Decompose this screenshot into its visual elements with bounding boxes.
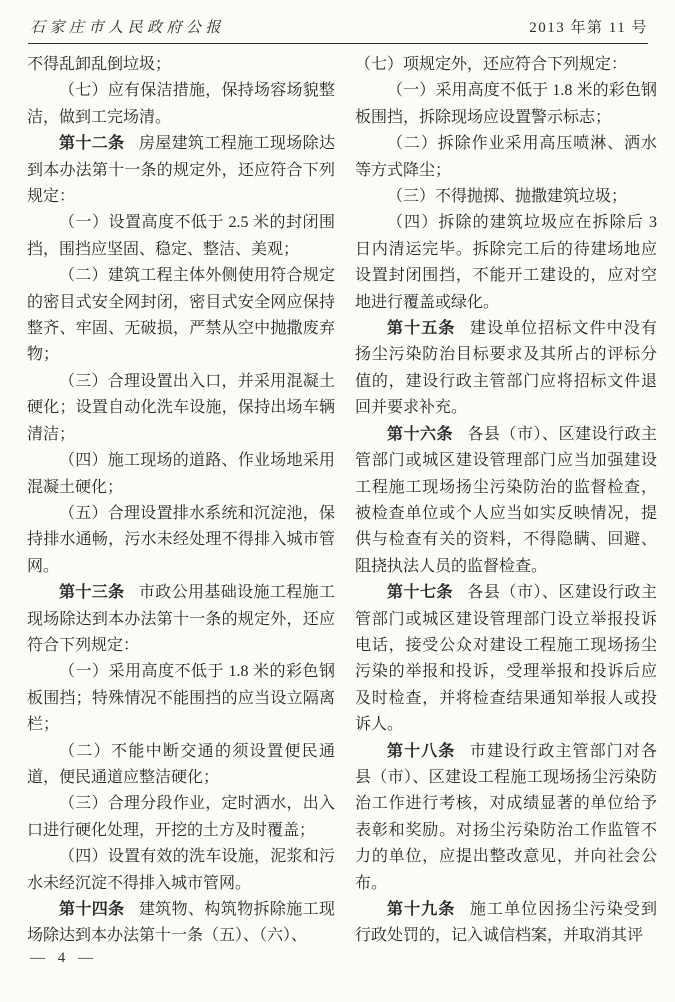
article-paragraph [355,739,657,897]
body-paragraph [27,791,335,844]
body-paragraph [27,369,335,448]
paragraph-text: （四）施工现场的道路、作业场地采用混凝土硬化； [27,452,335,496]
paragraph-text: （二）建筑工程主体外侧使用符合规定的密目式安全网封闭，密目式安全网应保持整齐、牢固、无破损，严禁从空中抛撒废弃物； [27,267,335,364]
paragraph-text: 施工单位因扬尘污染受到行政处罚的，记入诚信档案，并取消其评 [355,901,657,945]
paragraph-text: 各县（市）、区建设行政主管部门或城区建设管理部门设立举报投诉电话，接受公众对建设工程施工现场扬尘污染的举报和投诉，受理举报和投诉后应及时检查，并将检查结果通知举报人或投诉人。 [355,584,657,734]
article-paragraph [27,580,335,659]
article-number: 第十七条 [387,584,454,602]
paragraph-text: （三）合理分段作业，定时洒水，出入口进行硬化处理，开挖的土方及时覆盖； [27,795,335,839]
paragraph-text: 建筑物、构筑物拆除施工现场除达到本办法第十一条（五）、（六）、 [27,901,335,945]
page-header [0,0,675,37]
paragraph-text: （四）设置有效的洗车设施，泥浆和污水未经沉淀不得排入城市管网。 [27,848,335,892]
paragraph-text: （七）项规定外，还应符合下列规定： [355,56,628,73]
body-paragraph [355,210,657,316]
issue-number: 2013 年第 11 号 [529,20,648,36]
paragraph-text: （四）拆除的建筑垃圾应在拆除后 3 日内清运完毕。拆除完工后的待建场地应设置封闭围挡，不能开工建设的，应对空地进行覆盖或绿化。 [355,214,657,311]
paragraph-text: 市政公用基础设施工程施工现场除达到本办法第十一条的规定外，还应符合下列规定： [27,584,335,654]
paragraph-text: 各县（市）、区建设行政主管部门或城区建设管理部门应当加强建设工程施工现场扬尘污染防治的监督检查，被检查单位或个人应当如实反映情况，提供与检查有关的资料，不得隐瞒、回避、阻挠执法人员的监督检查。 [355,425,657,575]
body-paragraph [27,844,335,897]
page-number: — 4 — [30,950,94,966]
body-paragraph [355,52,657,78]
article-number: 第十三条 [59,584,125,602]
right-text-column [355,52,657,950]
paragraph-text: 不得乱卸乱倒垃圾； [27,56,172,73]
body-paragraph [355,131,657,184]
article-paragraph [355,580,657,738]
publication-title: 石家庄市人民政府公报 [30,20,226,36]
body-paragraph [27,659,335,738]
article-paragraph [27,897,335,950]
document-body [0,44,675,950]
paragraph-text: （三）合理设置出入口，并采用混凝土硬化；设置自动化洗车设施，保持出场车辆清洁； [27,372,335,443]
body-paragraph [27,210,335,263]
paragraph-text: （二）拆除作业采用高压喷淋、洒水等方式降尘； [355,135,657,179]
article-paragraph [355,422,657,580]
paragraph-text: （一）采用高度不低于 1.8 米的彩色钢板围挡；特殊情况不能围挡的应当设立隔离栏； [27,663,335,734]
page-footer [30,950,94,967]
article-number: 第十九条 [387,901,456,918]
paragraph-text: 市建设行政主管部门对各县（市）、区建设工程施工现场扬尘污染防治工作进行考核，对成绩显著的单位给予表彰和奖励。对扬尘污染防治工作监管不力的单位，应提出整改意见，并向社会公布。 [355,742,657,892]
paragraph-text: 建设单位招标文件中没有扬尘污染防治目标要求及其所占的评标分值的，建设行政主管部门应将招标文件退回并要求补充。 [355,320,657,417]
body-paragraph [27,739,335,792]
body-paragraph [355,78,657,131]
article-number: 第十六条 [387,425,454,443]
body-paragraph [27,52,335,78]
paragraph-text: 房屋建筑工程施工现场除达到本办法第十一条的规定外，还应符合下列规定： [27,135,335,206]
article-number: 第十二条 [59,135,125,153]
body-paragraph [27,501,335,580]
article-paragraph [355,897,657,950]
body-paragraph [27,263,335,369]
left-text-column [27,52,335,950]
body-paragraph [27,448,335,501]
paragraph-text: （五）合理设置排水系统和沉淀池，保持排水通畅，污水未经处理不得排入城市管网。 [27,504,335,575]
article-number: 第十八条 [387,742,456,760]
body-paragraph [27,78,335,131]
body-paragraph [355,184,657,210]
article-number: 第十五条 [387,320,456,338]
paragraph-text: （一）设置高度不低于 2.5 米的封闭围挡，围挡应坚固、稳定、整洁、美观； [27,214,335,258]
paragraph-text: （一）采用高度不低于 1.8 米的彩色钢板围挡，拆除现场应设置警示标志； [355,82,657,126]
paragraph-text: （二）不能中断交通的须设置便民通道，便民通道应整洁硬化； [27,742,335,786]
paragraph-text: （三）不得抛掷、抛撒建筑垃圾； [387,188,628,206]
article-number: 第十四条 [59,901,125,918]
article-paragraph [355,316,657,422]
article-paragraph [27,131,335,210]
paragraph-text: （七）应有保洁措施，保持场容场貌整洁，做到工完场清。 [27,82,335,126]
